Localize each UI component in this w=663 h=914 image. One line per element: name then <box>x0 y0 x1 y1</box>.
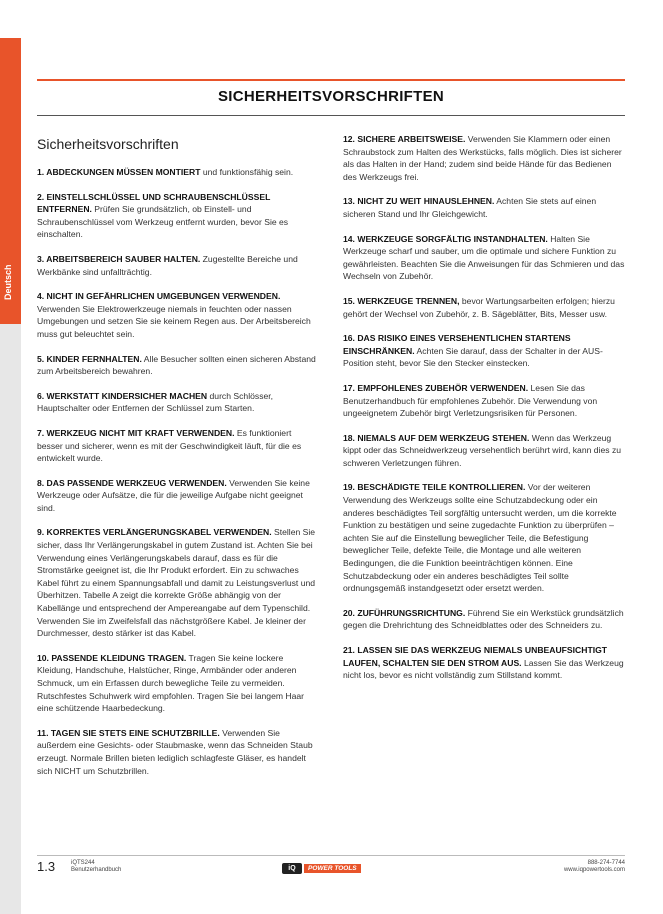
rule-heading: 2. EINSTELLSCHLÜSSEL UND SCHRAUBENSCHLÜSSEL ENTFERNEN. <box>37 191 271 215</box>
safety-rule <box>343 295 625 320</box>
website-link[interactable]: www.iqpowertools.com <box>563 867 625 873</box>
section-heading: Sicherheitsvorschriften <box>37 136 179 152</box>
rule-text: Es funktioniert besser und sicherer, wenn es mit der Geschwindigkeit läuft, für die es entwickelt wurde. <box>37 427 302 464</box>
title-divider <box>37 115 625 116</box>
rule-text: Lassen Sie das Werkzeug nicht los, bevor es nicht vollständig zum Stillstand kommt. <box>343 657 624 681</box>
rule-heading: 4. NICHT IN GEFÄHRLICHEN UMGEBUNGEN VERWENDEN. <box>37 291 281 302</box>
rule-text: Alle Besucher sollten einen sicheren Abstand zum Arbeitsbereich bewahren. <box>37 353 316 377</box>
safety-rule <box>37 526 319 639</box>
rule-text: Achten Sie stets auf einen sicheren Stand und Ihr Gleichgewicht. <box>343 196 597 219</box>
safety-rule <box>343 432 625 470</box>
rule-text: Verwenden Sie Elektrowerkzeuge niemals in feuchten oder nassen Umgebungen und setzen Sie sie keinem Regen aus. Der Arbeitsbereich muss gut beleuchtet sein. <box>37 303 311 339</box>
rule-heading: 11. TAGEN SIE STETS EINE SCHUTZBRILLE. <box>37 727 220 738</box>
rule-text: Halten Sie Werkzeuge scharf und sauber, um die optimale und sichere Funktion zu gewährleisten. Beachten Sie die Anweisungen für das Schmieren und das Wechseln von Zubehör. <box>343 233 625 282</box>
footer-divider <box>37 855 625 856</box>
rule-text: Vor der weiteren Verwendung des Werkzeugs sollte eine Schutzabdeckung oder ein anderes beschädigtes Teil sorgfältig untersucht werden, um die korrekte Funktion zu bestätigen und seine zugedachte Funktion zu überprüfen – achten Sie auf die Einstellung beweglicher Teile, die Befestigung beweglicher Teile, defekte Teile, die Montage und alle weiteren Bedingungen, die die Funktion beeinträchtigen können. Eine Schutzabdeckung oder ein anderes beschädigtes Teil sollte ordnungsgemäß instandgesetzt oder ersetzt werden. <box>343 482 617 594</box>
safety-rule <box>37 477 319 515</box>
rule-text: Verwenden Sie keine Werkzeuge oder Aufsätze, die für die jeweilige Aufgabe nicht geeignet sind. <box>37 477 310 513</box>
rule-text: Lesen Sie das Benutzerhandbuch für empfohlenes Zubehör. Die Verwendung von ungeeignetem Zubehör birgt Verletzungsrisiken für Personen. <box>343 382 598 419</box>
language-tab-label: Deutsch <box>3 264 13 300</box>
safety-rule <box>37 290 319 340</box>
safety-rule <box>37 390 319 415</box>
safety-rule <box>343 382 625 420</box>
safety-rule <box>37 253 319 278</box>
rule-text: Achten Sie darauf, dass der Schalter in der AUS-Position steht, bevor Sie den Stecker einstecken. <box>343 345 603 369</box>
rule-heading: 1. ABDECKUNGEN MÜSSEN MONTIERT <box>37 167 201 177</box>
rule-text: Zugestellte Bereiche und Werkbänke sind unfallträchtig. <box>37 253 298 277</box>
footer-contact <box>564 860 625 874</box>
rule-heading: 17. EMPFOHLENES ZUBEHÖR VERWENDEN. <box>343 382 529 393</box>
rule-text: und funktionsfähig sein. <box>200 167 294 177</box>
rule-heading: 13. NICHT ZU WEIT HINAUSLEHNEN. <box>343 196 495 207</box>
rule-text: Verwenden Sie Klammern oder einen Schraubstock zum Halten des Werkstücks, falls möglich. Dies ist sicherer als das Halten in der Hand; zudem sind beide Hände für das Bedienen des Werkzeugs frei. <box>343 134 622 182</box>
brand-logo <box>282 862 361 874</box>
safety-rule <box>343 332 625 370</box>
safety-rule <box>37 427 319 465</box>
safety-rule <box>37 652 319 715</box>
safety-rule <box>37 166 319 179</box>
safety-rule <box>37 353 319 378</box>
safety-rule <box>343 607 625 632</box>
phone-number: 888-274-7744 <box>587 860 625 866</box>
safety-rule <box>343 195 625 220</box>
rule-heading: 20. ZUFÜHRUNGSRICHTUNG. <box>343 607 466 618</box>
rule-heading: 12. SICHERE ARBEITSWEISE. <box>343 134 466 144</box>
rule-heading: 19. BESCHÄDIGTE TEILE KONTROLLIEREN. <box>343 482 526 493</box>
rule-heading: 3. ARBEITSBEREICH SAUBER HALTEN. <box>37 253 201 264</box>
safety-rule <box>343 644 625 682</box>
model-number: iQTS244 <box>71 860 95 866</box>
right-column <box>343 133 625 694</box>
page-title: SICHERHEITSVORSCHRIFTEN <box>217 88 445 105</box>
safety-rule <box>37 727 319 777</box>
rule-heading: 9. KORREKTES VERLÄNGERUNGSKABEL VERWENDEN. <box>37 527 272 538</box>
safety-rule <box>343 233 625 283</box>
rule-text: Führend Sie ein Werkstück grundsätzlich gegen die Drehrichtung des Schneidblattes oder des Schneiders zu. <box>343 607 624 631</box>
rule-heading: 15. WERKZEUGE TRENNEN, <box>343 295 460 306</box>
safety-rule <box>343 481 625 594</box>
doc-type: Benutzerhandbuch <box>71 867 122 873</box>
language-tab <box>0 38 21 324</box>
rule-heading: 6. WERKSTATT KINDERSICHER MACHEN <box>37 390 208 401</box>
safety-rule <box>343 133 625 183</box>
left-column <box>37 132 319 789</box>
rule-heading: 10. PASSENDE KLEIDUNG TRAGEN. <box>37 652 187 663</box>
rule-heading: 16. DAS RISIKO EINES VERSEHENTLICHEN STARTENS EINSCHRÄNKEN. <box>343 333 571 356</box>
right-item-list <box>343 133 625 682</box>
rule-heading: 14. WERKZEUGE SORGFÄLTIG INSTANDHALTEN. <box>343 233 548 244</box>
rule-heading: 21. LASSEN SIE DAS WERKZEUG NIEMALS UNBEAUFSICHTIGT LAUFEN, SCHALTEN SIE DEN STROM AUS. <box>343 645 608 668</box>
safety-rule <box>37 191 319 241</box>
header-rule <box>37 79 625 81</box>
logo-mark: iQ <box>282 863 302 874</box>
rule-text: Verwenden Sie außerdem eine Gesichts- oder Staubmaske, wenn das Schneiden Staub erzeugt. Normale Brillen bieten lediglich schlagfeste Gläser, es handelt sich NICHT um Schutzbrillen. <box>37 727 313 776</box>
rule-heading: 8. DAS PASSENDE WERKZEUG VERWENDEN. <box>37 477 227 488</box>
rule-text: Stellen Sie sicher, dass Ihr Verlängerungskabel in gutem Zustand ist. Achten Sie bei Verwendung eines Verlängerungskabels darauf, dass es für die Stromstärke geeignet ist, die Ihr Produkt erfordert. Ein zu schwaches Kabel führt zu einem Spannungsabfall und damit zu Leistungsverlust und Überhitzen. Tabelle A zeigt die korrekte Größe abhängig von der Kabellänge und entsprechend der Ampereangabe auf dem Typenschild. Verwenden Sie im Zweifelsfall das nächstgrößere Kabel. Je kleiner der Durchmesser, desto stärker ist das Kabel. <box>37 527 316 639</box>
rule-heading: 7. WERKZEUG NICHT MIT KRAFT VERWENDEN. <box>37 427 235 438</box>
logo-text: POWER TOOLS <box>304 864 361 873</box>
rule-heading: 5. KINDER FERNHALTEN. <box>37 353 142 364</box>
rule-text: Prüfen Sie grundsätzlich, ob Einstell- und Schraubenschlüssel vom Werkzeug entfernt wurden, bevor Sie es einschalten. <box>37 204 289 240</box>
rule-text: bevor Wartungsarbeiten erfolgen; hierzu gehört der Wechsel von Zubehör, z. B. Sägeblätter, Bits, Messer usw. <box>343 295 615 319</box>
footer-doc-info <box>71 860 121 874</box>
left-item-list <box>37 166 319 777</box>
rule-text: Wenn das Werkzeug kippt oder das Schneidwerkzeug versehentlich berührt wird, kann dies zu schweren Verletzungen führen. <box>343 432 622 468</box>
rule-text: Tragen Sie keine lockere Kleidung, Handschuhe, Halstücher, Ringe, Armbänder oder anderen Schmuck, um ein Erfassen durch bewegliche Teile zu vermeiden. Rutschfestes Schuhwerk wird empfohlen. Tragen Sie bei langem Haar eine schützende Haarbedeckung. <box>37 652 305 714</box>
rule-text: durch Schlösser, Hauptschalter oder Entfernen der Schlüssel zum Starten. <box>37 390 274 414</box>
rule-heading: 18. NIEMALS AUF DEM WERKZEUG STEHEN. <box>343 432 530 443</box>
page-number: 1.3 <box>37 859 56 874</box>
